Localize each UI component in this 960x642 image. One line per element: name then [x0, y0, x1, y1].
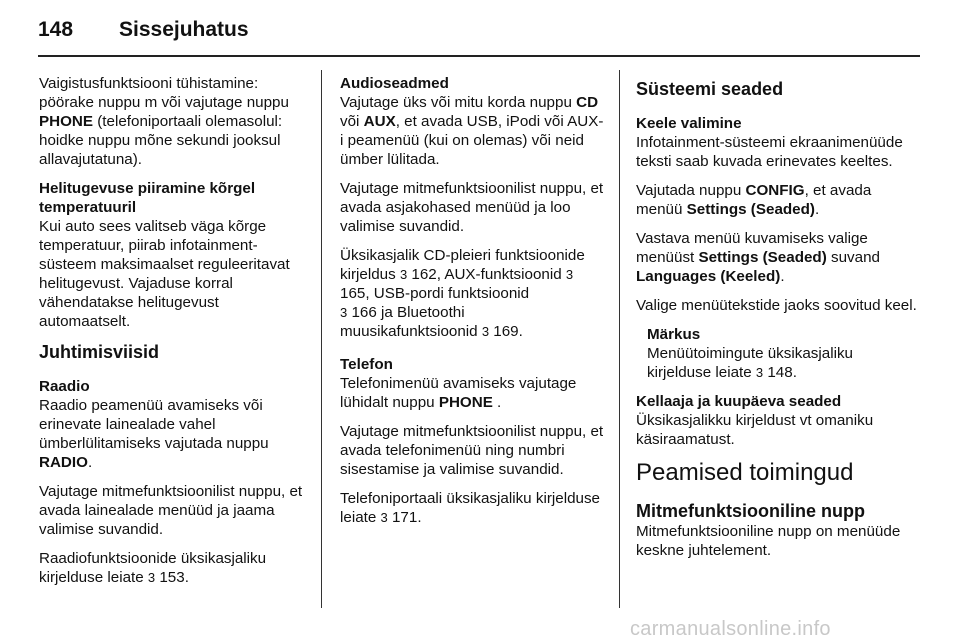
system-settings-title: Süsteemi seaded [636, 79, 784, 99]
audio-heading: Audioseadmed [340, 75, 449, 92]
radio-heading: Raadio [39, 378, 90, 395]
column-1 [39, 74, 309, 597]
power-knob-icon: m [144, 94, 158, 111]
heat-limit-text: Kui auto sees valitseb väga kõrge temperatuur, piirab infotainment-süsteem maksimaalset reguleeritavat helitugevust. Vajaduse korral vähendatakse helitugevust automaatselt. [39, 218, 290, 330]
language-paragraph-1: Infotainment-süsteemi ekraanimenüüde teksti saab kuvada erinevates keeltes. [636, 134, 903, 170]
mute-cancel-paragraph: Vaigistusfunktsiooni tühistamine: pöörake nuppu m või vajutage nuppu PHONE (telefoniportaali olemasolul: hoidke nuppu mõne sekundi jooksul allavajutatuna). [39, 75, 289, 168]
column-divider-1 [321, 70, 322, 608]
heat-limit-heading: Helitugevuse piiramine kõrgel temperatuuril [39, 180, 256, 216]
page-header [38, 14, 918, 54]
language-paragraph-3: Vastava menüü kuvamiseks valige menüüst Settings (Seaded) suvand Languages (Keeled). [636, 230, 880, 285]
basic-operations-title: Peamised toimingud [636, 459, 854, 486]
page-ref-arrow-icon: 3 [399, 267, 408, 282]
radio-paragraph-3: Raadiofunktsioonide üksikasjaliku kirjelduse leiate 3 153. [39, 550, 267, 586]
watermark: carmanualsonline.info [630, 618, 831, 640]
audio-paragraph-2: Vajutage mitmefunktsioonilist nuppu, et avada asjakohased menüüd ja loo valimise suvandid. [340, 180, 604, 235]
phone-button-ref: PHONE [39, 113, 94, 130]
phone-paragraph-3: Telefoniportaali üksikasjaliku kirjelduse leiate 3 171. [340, 490, 601, 526]
page-ref-arrow-icon: 3 [340, 305, 348, 320]
page-title: Sissejuhatus [119, 18, 249, 41]
audio-paragraph-1: Vajutage üks või mitu korda nuppu CD või AUX, et avada USB, iPodi või AUX-i peamenüü (kui on olemas) või neid ümber lülitada. [340, 94, 604, 168]
note-heading: Märkus [647, 326, 701, 343]
language-paragraph-4: Valige menüütekstide jaoks soovitud keel. [636, 297, 917, 314]
page-ref-arrow-icon: 3 [147, 570, 156, 585]
control-modes-title: Juhtimisviisid [39, 342, 160, 362]
page-ref-arrow-icon: 3 [755, 365, 764, 380]
page-number: 148 [38, 18, 74, 41]
radio-paragraph-1: Raadio peamenüü avamiseks või erinevate lainealade vahel ümberlülitamiseks vajutada nuppu RADIO. [39, 397, 269, 471]
phone-heading: Telefon [340, 356, 393, 373]
clock-text: Üksikasjalikku kirjeldust vt omaniku käsiraamatust. [636, 412, 874, 448]
header-rule [38, 55, 920, 57]
note-text: Menüütoimingute üksikasjaliku kirjelduse leiate 3 148. [647, 345, 853, 381]
column-2 [340, 74, 606, 537]
page-ref-arrow-icon: 3 [565, 267, 574, 282]
multifunction-knob-heading: Mitmefunktsiooniline nupp [636, 501, 865, 521]
clock-heading: Kellaaja ja kuupäeva seaded [636, 393, 842, 410]
language-paragraph-2: Vajutada nuppu CONFIG, et avada menüü Settings (Seaded). [636, 182, 872, 218]
phone-paragraph-2: Vajutage mitmefunktsioonilist nuppu, et avada telefonimenüü ning numbri sisestamise ja valimise suvandid. [340, 423, 604, 478]
column-3 [636, 74, 920, 570]
phone-paragraph-1: Telefonimenüü avamiseks vajutage lühidalt nuppu PHONE . [340, 375, 577, 411]
audio-paragraph-3: Üksikasjalik CD-pleieri funktsioonide kirjeldus 3 162, AUX-funktsioonid 3 165, USB-pordi funktsioonid 3 166 ja Bluetoothi muusikafunktsioonid 3 169. [340, 247, 585, 340]
column-divider-2 [619, 70, 620, 608]
language-heading: Keele valimine [636, 115, 742, 132]
note-box [636, 325, 920, 382]
radio-paragraph-2: Vajutage mitmefunktsioonilist nuppu, et avada lainealade menüüd ja jaama valimise suvandid. [39, 483, 303, 538]
page-ref-arrow-icon: 3 [481, 324, 490, 339]
multifunction-knob-text: Mitmefunktsiooniline nupp on menüüde keskne juhtelement. [636, 523, 901, 559]
page-ref-arrow-icon: 3 [380, 510, 388, 525]
